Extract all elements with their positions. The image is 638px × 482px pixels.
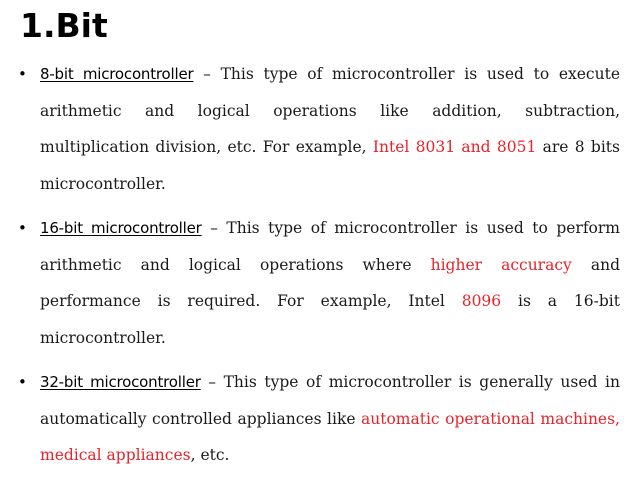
bullet-icon: • xyxy=(18,65,27,83)
highlighted-text: Intel 8031 and 8051 xyxy=(372,138,537,156)
bullet-term: 32-bit microcontroller xyxy=(40,373,201,391)
slide-title: 1.Bit xyxy=(20,6,108,45)
bullet-text: are 8 bits microcontroller. xyxy=(40,138,620,193)
bullet-text: – This type of microcontroller is generally used in automatically controlled appliances like xyxy=(40,373,620,428)
bullet-text: and performance is required. For example, Intel xyxy=(40,255,620,310)
bullet-icon: • xyxy=(18,373,27,391)
bullet-text: is a 16-bit microcontroller. xyxy=(40,292,620,347)
bullet-text: – This type of microcontroller is used to perform arithmetic and logical operations where xyxy=(40,219,620,274)
bullet-item-16bit xyxy=(0,210,638,356)
highlighted-text: higher accuracy xyxy=(430,255,572,274)
bullet-item-32bit xyxy=(0,364,638,474)
bullet-list xyxy=(0,56,638,482)
bullet-term: 16-bit microcontroller xyxy=(40,219,202,237)
bullet-text: – This type of microcontroller is used to execute arithmetic and logical operations like addition, subtraction, multiplication division, etc. For example, xyxy=(40,65,621,156)
bullet-term: 8-bit microcontroller xyxy=(40,65,194,83)
highlighted-text: 8096 xyxy=(461,292,502,310)
bullet-item-8bit xyxy=(0,56,638,202)
bullet-text: , etc. xyxy=(190,446,230,464)
bullet-icon: • xyxy=(18,219,27,237)
highlighted-text: automatic operational machines, medical appliances xyxy=(40,409,620,464)
